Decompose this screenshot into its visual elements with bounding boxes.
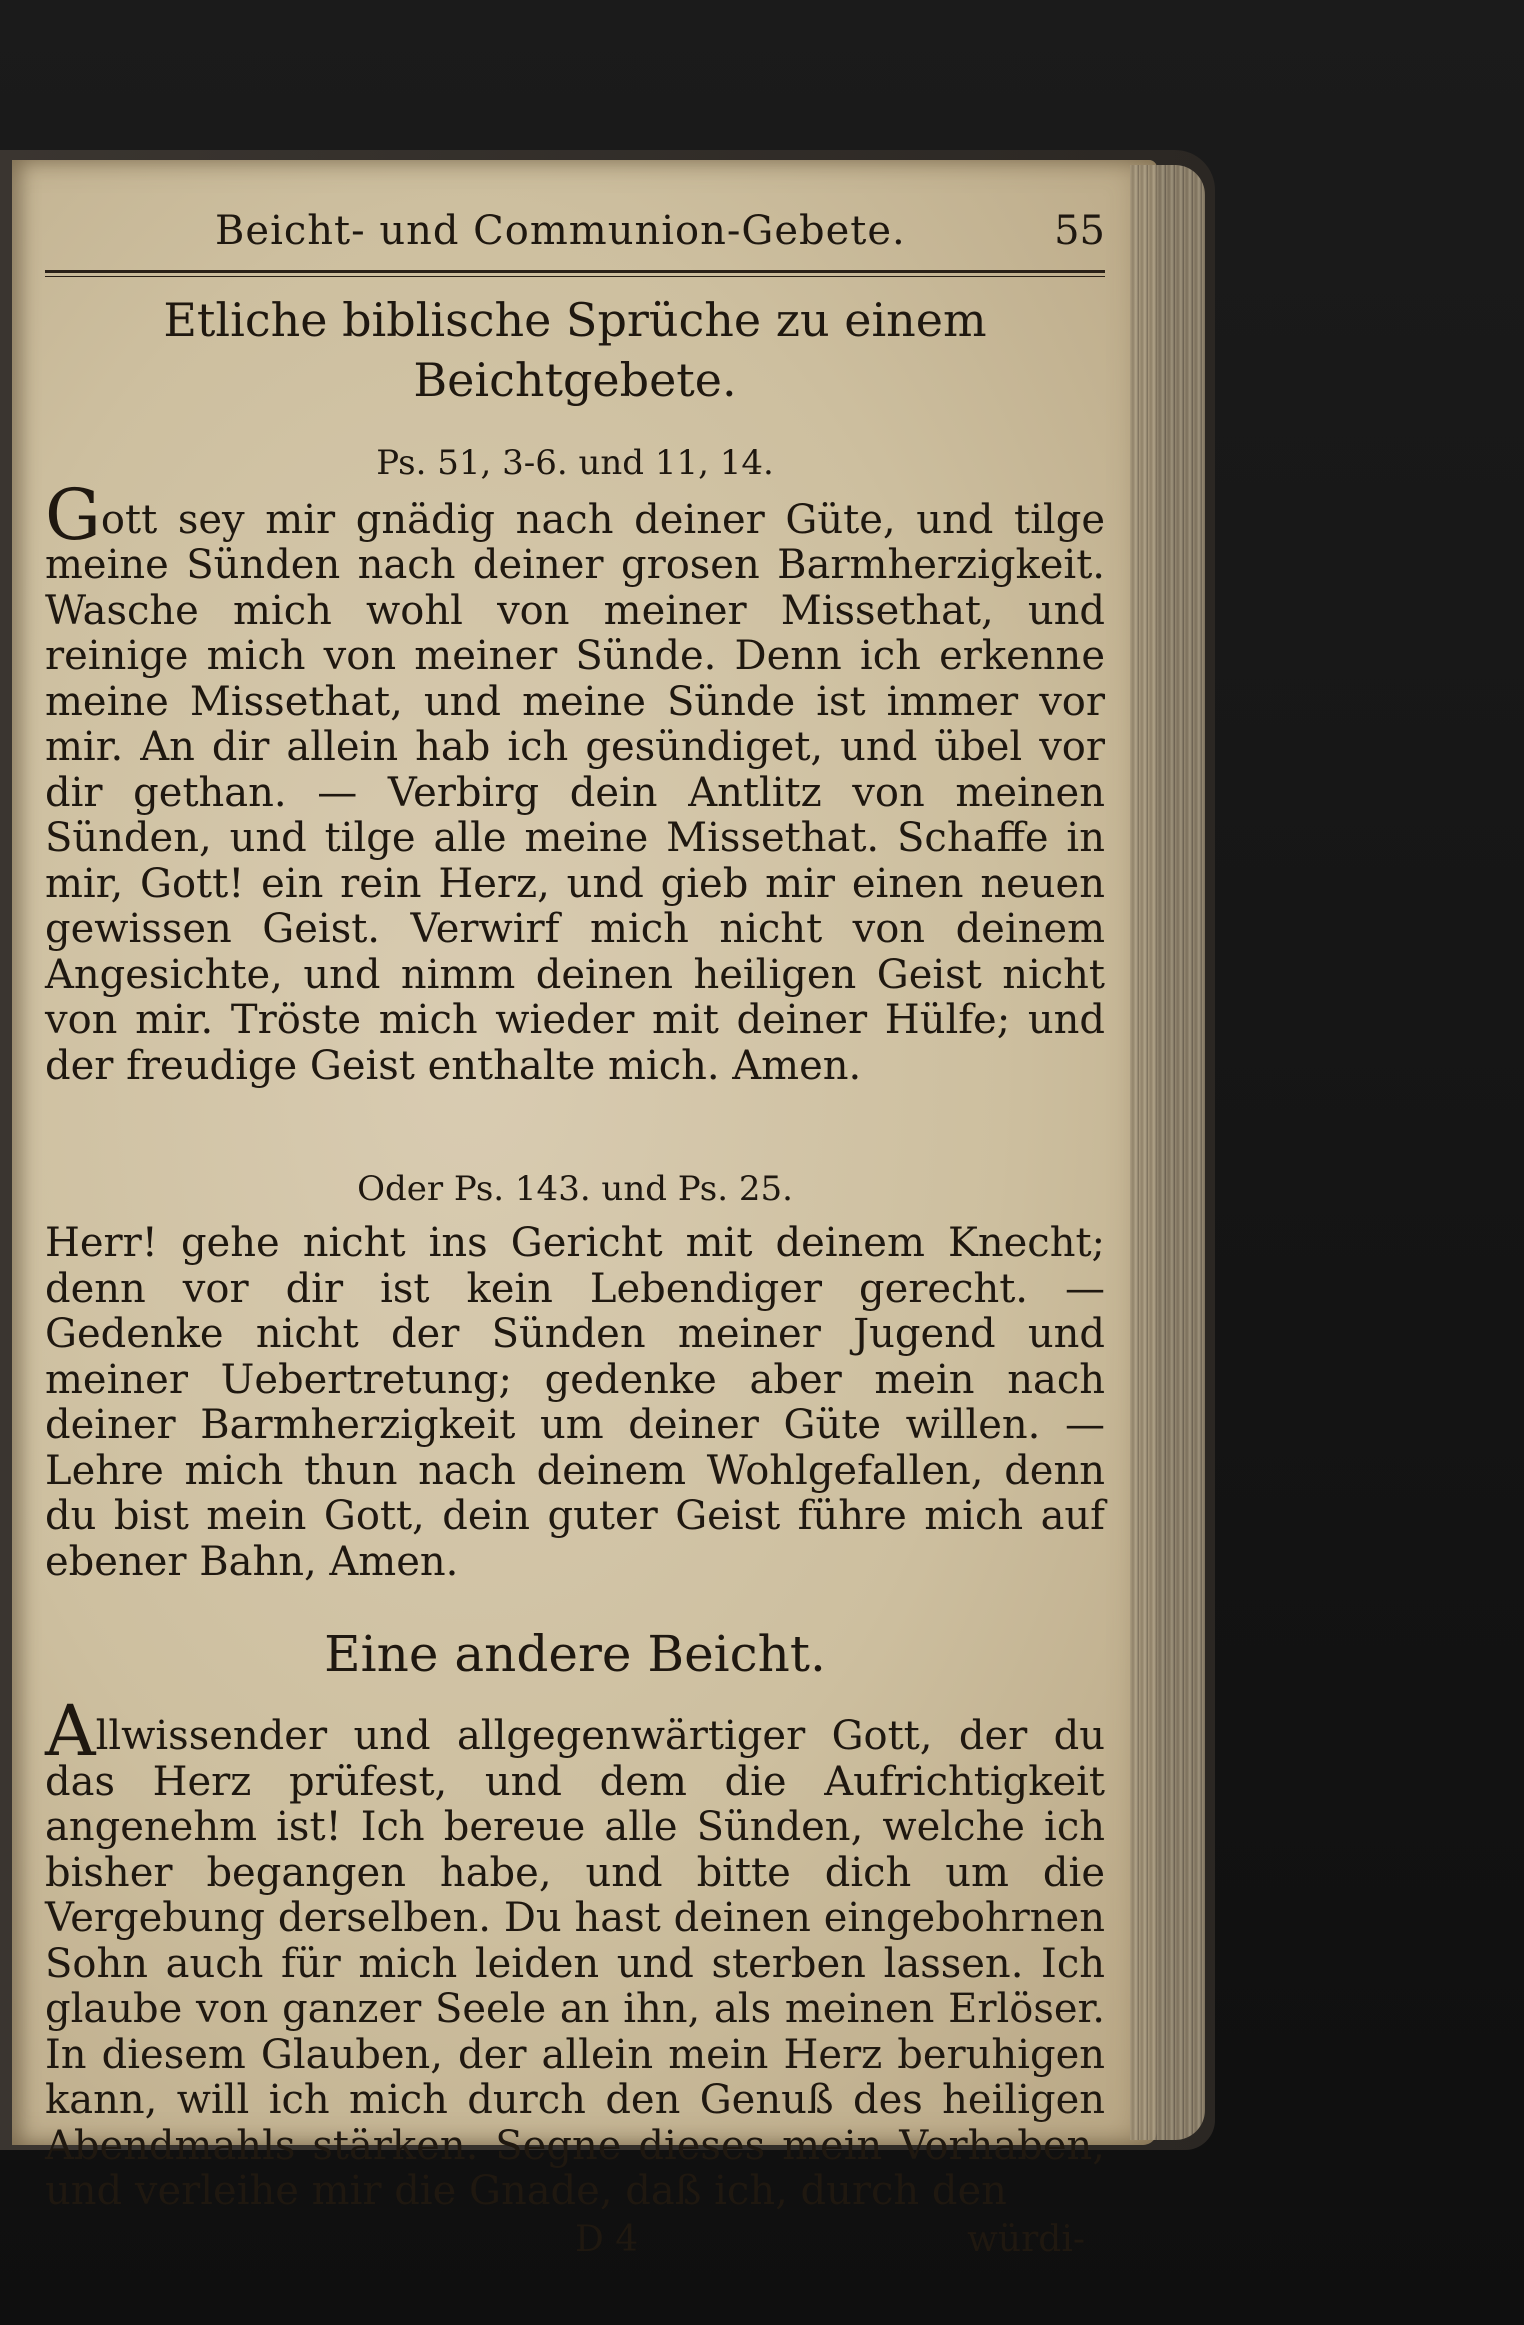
header-rule	[45, 270, 1105, 277]
section-heading: Eine andere Beicht.	[324, 1625, 826, 1684]
prayer-paragraph-3	[45, 1690, 1105, 2215]
paragraph-text: ott sey mir gnädig nach deiner Güte, und tilge meine Sünden nach deiner grosen Barmherzigkeit. Wasche mich wohl von meiner Missethat, und reinige mich von meiner Sünde. Denn ich erkenne meine Missethat, und meine Sünde ist immer vor mir. An dir allein hab ich gesündiget, und übel vor dir gethan. — Verbirg dein Antlitz von meinen Sünden, und tilge alle meine Missethat. Schaffe in mir, Gott! ein rein Herz, und gieb mir einen neuen gewissen Geist. Verwirf mich nicht von deinem Angesichte, und nimm deinen heiligen Geist nicht von mir. Tröste mich wieder mit deiner Hülfe; und der freudige Geist enthalte mich. Amen.	[45, 496, 1105, 1089]
prayer-paragraph-1	[45, 473, 1105, 1090]
catchword: würdi-	[967, 2218, 1085, 2260]
signature-mark: D 4	[575, 2218, 639, 2260]
page-content	[45, 200, 1105, 2269]
scripture-reference-2: Oder Ps. 143. und Ps. 25.	[357, 1169, 793, 1210]
page-header	[45, 200, 1105, 270]
page-number: 55	[1054, 208, 1105, 254]
drop-cap-2: A	[45, 1690, 96, 1773]
running-head: Beicht- und Communion-Gebete.	[215, 208, 906, 254]
paragraph-text-3: llwissender und allgegenwärtiger Gott, der du das Herz prüfest, und dem die Aufrichtigkeit angenehm ist! Ich bereue alle Sünden, welche ich bisher begangen habe, und bitte dich um die Vergebung derselben. Du hast deinen eingebohrnen Sohn auch für mich leiden und sterben lassen. Ich glaube von ganzer Seele an ihn, als meinen Erlöser. In diesem Glauben, der allein mein Herz beruhigen kann, will ich mich durch den Genuß des heiligen Abendmahls stärken. Segne dieses mein Vorhaben, und verleihe mir die Gnade, daß ich, durch den	[45, 1713, 1105, 2215]
section-title: Etliche biblische Sprüche zu einem Beichtgebete.	[163, 293, 987, 407]
page-footer	[45, 2219, 1105, 2269]
scripture-reference: Ps. 51, 3-6. und 11, 14.	[376, 442, 774, 483]
prayer-paragraph-2: Herr! gehe nicht ins Gericht mit deinem Knecht; denn vor dir ist kein Lebendiger gerecht. — Gedenke nicht der Sünden meiner Jugend und meiner Uebertretung; gedenke aber mein nach deiner Barmherzigkeit um deiner Güte willen. — Lehre mich thun nach deinem Wohlgefallen, denn du bist mein Gott, dein guter Geist führe mich auf ebener Bahn, Amen.	[45, 1220, 1105, 1585]
page-edges	[1130, 165, 1205, 2140]
drop-cap: G	[45, 473, 101, 556]
